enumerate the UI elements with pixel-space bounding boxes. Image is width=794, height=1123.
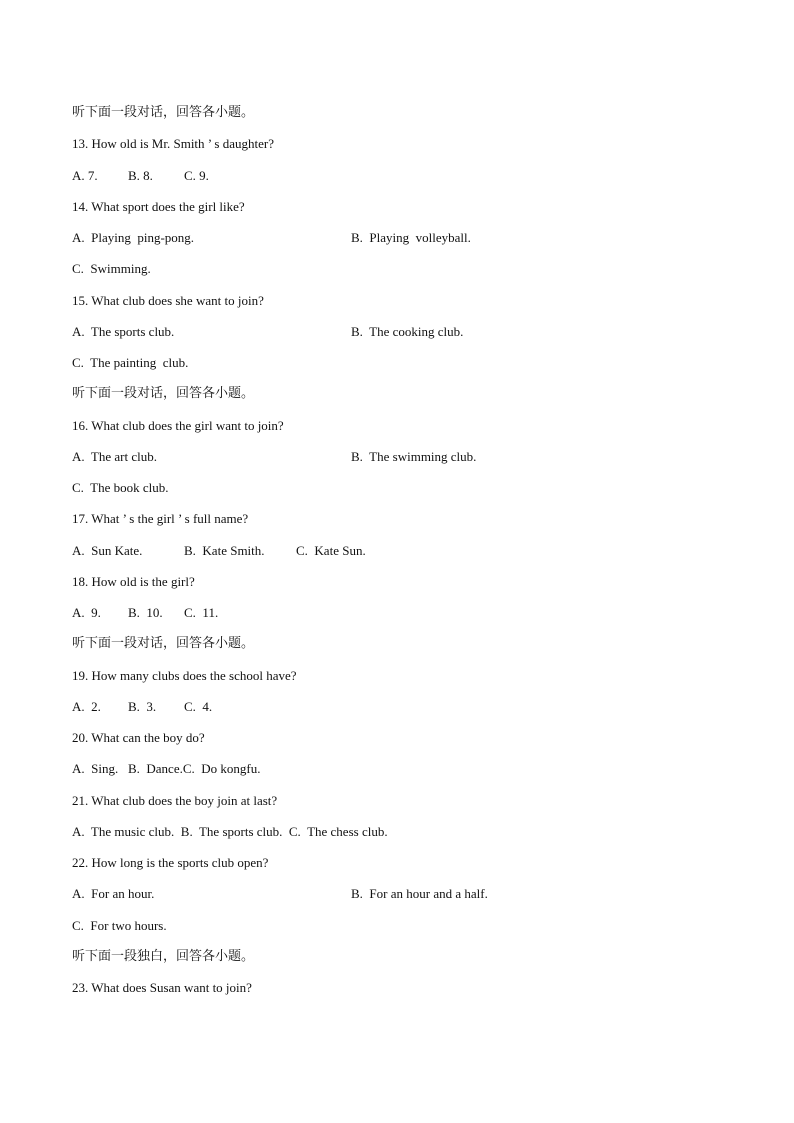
question-text: 22. How long is the sports club open? xyxy=(72,855,269,870)
question-text: 13. How old is Mr. Smith ’ s daughter? xyxy=(72,136,274,151)
option-line: A. The music club. B. The sports club. C. The chess club. xyxy=(72,824,388,839)
answer-option: A. The sports club. xyxy=(72,324,175,339)
answer-option: A. 2. xyxy=(72,699,101,714)
answer-option: B. Kate Smith. xyxy=(184,543,265,558)
answer-option: B. 8. xyxy=(128,168,153,183)
option-line: C. The painting club. xyxy=(72,355,189,370)
question-text: 23. What does Susan want to join? xyxy=(72,980,252,995)
answer-option: C. 9. xyxy=(184,168,209,183)
question-text: 21. What club does the boy join at last? xyxy=(72,793,278,808)
question-text: 20. What can the boy do? xyxy=(72,730,205,745)
question-text: 15. What club does she want to join? xyxy=(72,293,264,308)
question-text: 16. What club does the girl want to join? xyxy=(72,418,284,433)
answer-option: A. For an hour. xyxy=(72,886,155,901)
answer-option: B. 3. xyxy=(128,699,157,714)
question-text: 19. How many clubs does the school have? xyxy=(72,668,297,683)
answer-option: A. The art club. xyxy=(72,449,157,464)
option-line: C. For two hours. xyxy=(72,918,167,933)
answer-option: B. For an hour and a half. xyxy=(351,886,488,901)
option-line: C. Swimming. xyxy=(72,261,151,276)
answer-option: B. Playing volleyball. xyxy=(351,230,471,245)
section-instruction: 听下面一段对话，回答各小题。 xyxy=(72,636,255,651)
answer-option: B. 10. xyxy=(128,605,163,620)
section-instruction: 听下面一段对话，回答各小题。 xyxy=(72,386,255,401)
answer-option: C. 4. xyxy=(184,699,213,714)
answer-option: A. Sun Kate. xyxy=(72,543,143,558)
question-text: 18. How old is the girl? xyxy=(72,574,195,589)
answer-option: B. The swimming club. xyxy=(351,449,477,464)
section-instruction: 听下面一段对话，回答各小题。 xyxy=(72,105,255,120)
option-line: C. The book club. xyxy=(72,480,169,495)
answer-option: A. Playing ping-pong. xyxy=(72,230,195,245)
answer-option: A. 9. xyxy=(72,605,101,620)
question-text: 14. What sport does the girl like? xyxy=(72,199,245,214)
answer-option: A. 7. xyxy=(72,168,98,183)
answer-option: C. Kate Sun. xyxy=(296,543,366,558)
option-line: A. Sing. B. Dance.C. Do kongfu. xyxy=(72,761,261,776)
question-text: 17. What ’ s the girl ’ s full name? xyxy=(72,511,249,526)
answer-option: B. The cooking club. xyxy=(351,324,464,339)
section-instruction: 听下面一段独白，回答各小题。 xyxy=(72,949,255,964)
answer-option: C. 11. xyxy=(184,605,219,620)
